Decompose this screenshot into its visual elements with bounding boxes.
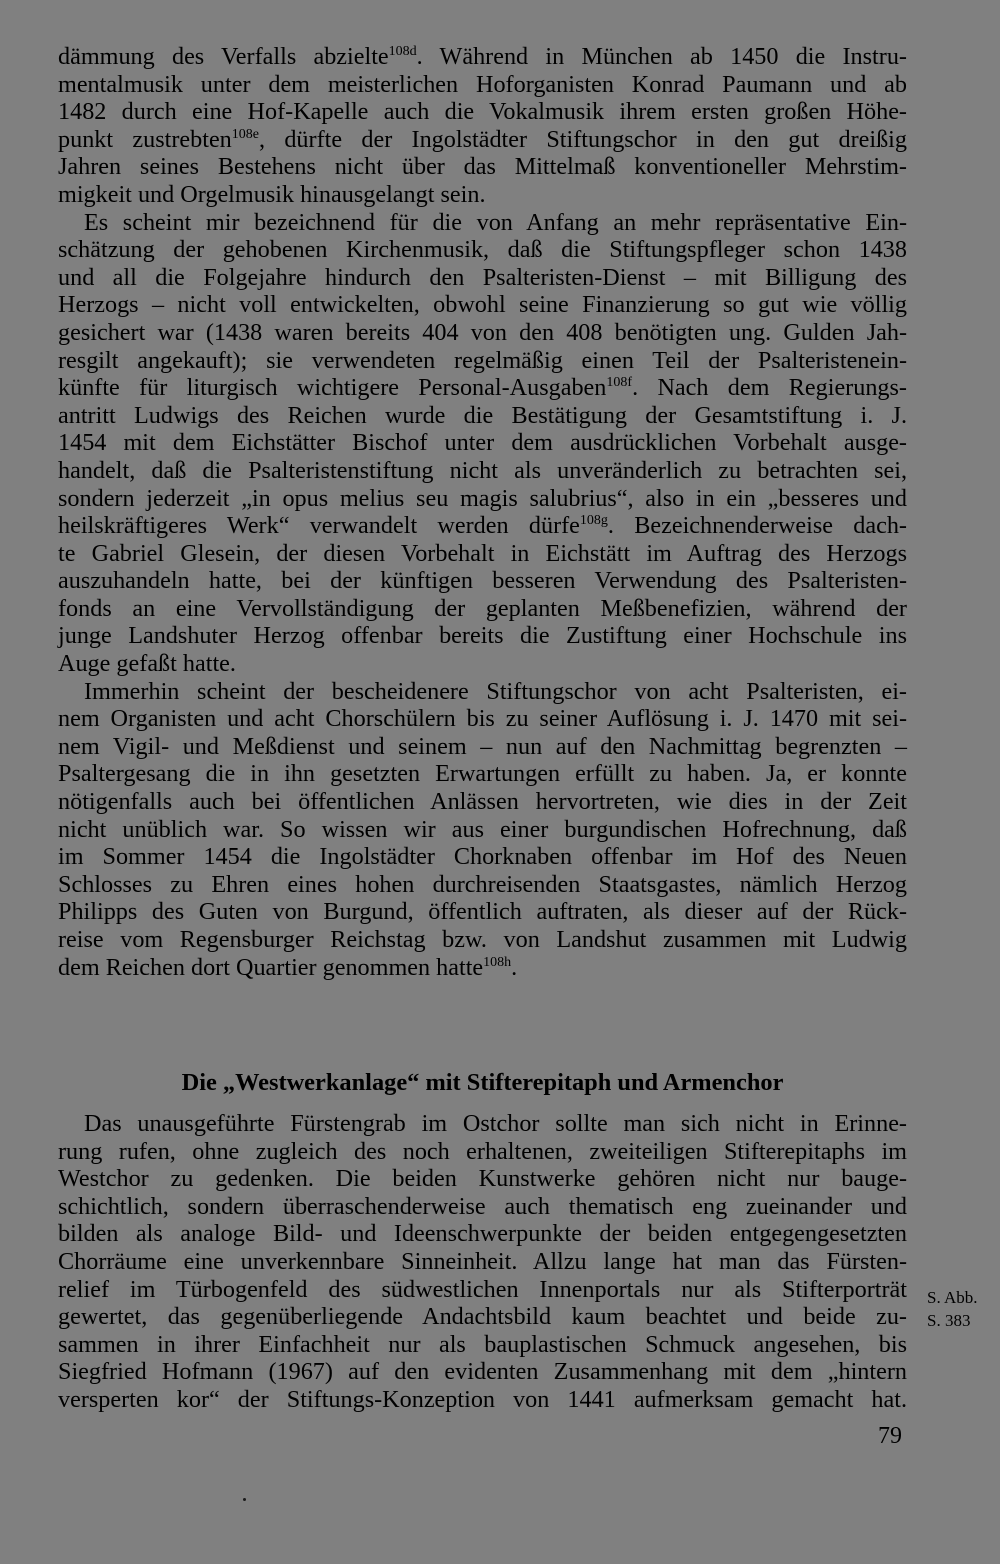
text-line: versperten kor“ der Stiftungs-Konzeption von 1441 aufmerksam gemacht hat. [58,1385,907,1413]
text-line: 1482 durch eine Hof-Kapelle auch die Vokalmusik ihrem ersten großen Höhe- [58,98,907,126]
text-line: antritt Ludwigs des Reichen wurde die Bestätigung der Gesamtstiftung i. J. [58,401,907,429]
text-line: und all die Folgejahre hindurch den Psalteristen-Dienst – mit Billigung des [58,263,907,291]
text-line: rung rufen, ohne zugleich des noch erhaltenen, zweiteiligen Stifterepitaphs im [58,1137,907,1165]
text-line: mentalmusik unter dem meisterlichen Hoforganisten Konrad Paumann und ab [58,70,907,98]
margin-reference-line: S. 383 [927,1311,971,1330]
text-line: resgilt angekauft); sie verwendeten regelmäßig einen Teil der Psalteristenein- [58,346,907,374]
text-line: schichtlich, sondern überraschenderweise auch thematisch eng zueinander und [58,1192,907,1220]
text-line: Siegfried Hofmann (1967) auf den evidenten Zusammenhang mit dem „hintern [58,1358,907,1386]
text-line: nem Vigil- und Meßdienst und seinem – nun auf den Nachmittag begrenzten – [58,732,907,760]
text-line: Jahren seines Bestehens nicht über das Mittelmaß konventioneller Mehrstim- [58,153,907,181]
text-line: dämmung des Verfalls abzielte$^{108d}$. Während in München ab 1450 die Instru- [58,43,907,70]
text-line: punkt zustrebten$^{108e}$, dürfte der Ingolstädter Stiftungschor in den gut dreißig [58,125,907,153]
page-number: 79 [878,1423,902,1449]
footnote-ref: 108f [606,375,633,391]
text-line: sammen in ihrer Einfachheit nur als bauplastischen Schmuck angesehen, bis [58,1330,907,1358]
body-text-bottom [58,1110,907,1414]
text-line: 1454 mit dem Eichstätter Bischof unter dem ausdrücklichen Vorbehalt ausge- [58,429,907,457]
text-line: gesichert war (1438 waren bereits 404 von den 408 benötigten ung. Gulden Jah- [58,318,907,346]
text-line: sondern jederzeit „in opus melius seu magis salubrius“, also in ein „besseres und [58,484,907,512]
text-line: nötigenfalls auch bei öffentlichen Anlässen hervortreten, wie dies in der Zeit [58,788,907,816]
text-line: nicht unüblich war. So wissen wir aus einer burgundischen Hofrechnung, daß [58,815,907,843]
text-line: gewertet, das gegenüberliegende Andachtsbild kaum beachtet und beide zu- [58,1303,907,1331]
footnote-ref: 108g [579,513,608,529]
margin-reference-line: S. Abb. [927,1288,978,1307]
text-line: relief im Türbogenfeld des südwestlichen Innenportals nur als Stifterporträt [58,1275,907,1303]
footnote-ref: 108e [231,126,259,142]
text-line: handelt, daß die Psalteristenstiftung nicht als unveränderlich zu betrachten sei, [58,456,907,484]
text-line: Auge gefaßt hatte. [58,650,236,678]
text-line: Philipps des Guten von Burgund, öffentlich auftraten, als dieser auf der Rück- [58,898,907,926]
text-line: heilskräftigeres Werk“ verwandelt werden dürfe$^{108g}$. Bezeichnenderweise dach- [58,512,907,540]
text-line: künfte für liturgisch wichtigere Personal-Ausgaben$^{108f}$. Nach dem Regierungs- [58,374,907,402]
text-line: Immerhin scheint der bescheidenere Stiftungschor von acht Psalteristen, ei- [84,677,907,705]
text-line: fonds an eine Vervollständigung der geplanten Meßbenefizien, während der [58,594,907,622]
text-line: Herzogs – nicht voll entwickelten, obwohl seine Finanzierung so gut wie völlig [58,291,907,319]
text-line: reise vom Regensburger Reichstag bzw. von Landshut zusammen mit Ludwig [58,926,907,953]
scan-speck [243,1498,246,1501]
text-line: Westchor zu gedenken. Die beiden Kunstwerke gehören nicht nur bauge- [58,1165,907,1193]
text-line: Psaltergesang die in ihn gesetzten Erwartungen erfüllt zu haben. Ja, er konnte [58,760,907,788]
text-line: bilden als analoge Bild- und Ideenschwerpunkte der beiden entgegengesetzten [58,1220,907,1248]
text-line: schätzung der gehobenen Kirchenmusik, daß die Stiftungspfleger schon 1438 [58,236,907,264]
text-line: Schlosses zu Ehren eines hohen durchreisenden Staatsgastes, nämlich Herzog [58,870,907,898]
footnote-ref: 108h [483,954,512,970]
text-line: migkeit und Orgelmusik hinausgelangt sein. [58,180,486,208]
text-line: te Gabriel Glesein, der diesen Vorbehalt in Eichstätt im Auftrag des Herzogs [58,539,907,567]
footnote-ref: 108d [388,44,417,59]
text-line: dem Reichen dort Quartier genommen hatte$^{108h}$. [58,953,518,981]
text-line: auszuhandeln hatte, bei der künftigen besseren Verwendung des Psalteristen- [58,567,907,595]
body-text-top [58,43,907,981]
text-line: im Sommer 1454 die Ingolstädter Chorknaben offenbar im Hof des Neuen [58,843,907,871]
text-line: Das unausgeführte Fürstengrab im Ostchor sollte man sich nicht in Erinne- [84,1110,907,1137]
margin-reference [927,1286,997,1332]
text-line: junge Landshuter Herzog offenbar bereits die Zustiftung einer Hochschule ins [58,622,907,650]
text-line: nem Organisten und acht Chorschülern bis zu seiner Auflösung i. J. 1470 mit sei- [58,705,907,733]
section-heading: Die „Westwerkanlage“ mit Stifterepitaph und Armenchor [181,1069,784,1096]
text-line: Chorräume eine unverkennbare Sinneinheit. Allzu lange hat man das Fürsten- [58,1247,907,1275]
text-line: Es scheint mir bezeichnend für die von Anfang an mehr repräsentative Ein- [84,208,907,236]
